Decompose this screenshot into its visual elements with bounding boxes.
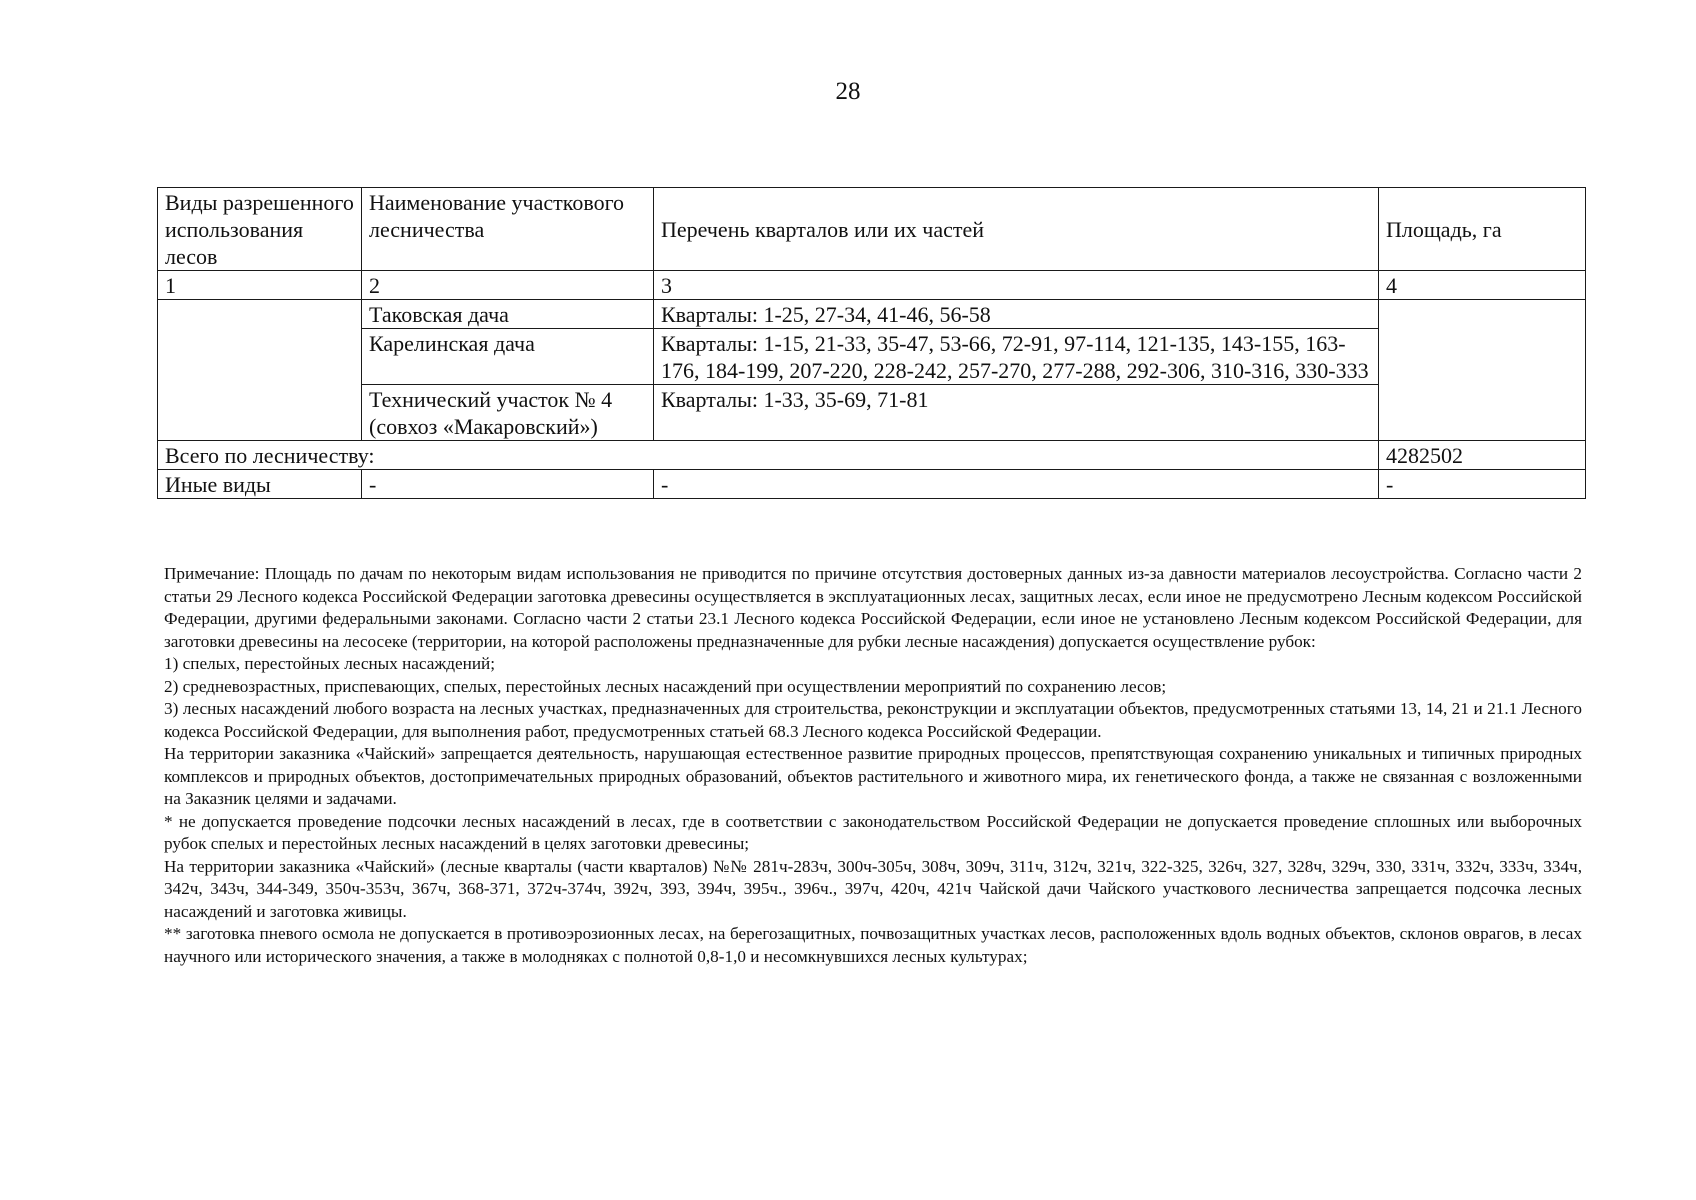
table-row	[158, 300, 1586, 329]
column-numbers-row	[158, 271, 1586, 300]
other-types-row	[158, 470, 1586, 499]
other-types-quarters: -	[654, 470, 1379, 499]
note-paragraph: 3) лесных насаждений любого возраста на лесных участках, предназначенных для строительства, реконструкции и эксплуатации объектов, предусмотренных статьями 13, 14, 21 и 21.1 Лесного кодекса Российской Федерации, для выполнения работ, предусмотренных статьей 68.3 Лесного кодекса Российской Федерации.	[164, 699, 1582, 741]
table-row	[158, 329, 1586, 385]
page-number: 28	[835, 78, 861, 105]
column-number: 1	[158, 271, 362, 300]
header-quarters-list: Перечень кварталов или их частей	[654, 188, 1379, 271]
quarters-cell: Кварталы: 1-15, 21-33, 35-47, 53-66, 72-91, 97-114, 121-135, 143-155, 163-176, 184-199, 207-220, 228-242, 257-270, 277-288, 292-306, 310-316, 330-333	[654, 329, 1379, 385]
forestry-name-cell: Карелинская дача	[362, 329, 654, 385]
note-paragraph: На территории заказника «Чайский» запрещается деятельность, нарушающая естественное развитие природных процессов, препятствующая сохранению уникальных и типичных природных комплексов и природных объектов, достопримечательных природных образований, объектов растительного и животного мира, их генетического фонда, а также не связанная с возложенными на Заказник целями и задачами.	[164, 744, 1582, 808]
forestry-name-cell: Технический участок № 4 (совхоз «Макаровский»)	[362, 385, 654, 441]
quarters-cell: Кварталы: 1-25, 27-34, 41-46, 56-58	[654, 300, 1379, 329]
column-number: 4	[1379, 271, 1586, 300]
total-row	[158, 441, 1586, 470]
note-paragraph: ** заготовка пневого осмола не допускается в противоэрозионных лесах, на берегозащитных, почвозащитных участках лесов, расположенных вдоль водных объектов, склонов оврагов, в лесах научного или исторического значения, а также в молодняках с полнотой 0,8-1,0 и несомкнувшихся лесных культурах;	[164, 924, 1582, 966]
quarters-cell: Кварталы: 1-33, 35-69, 71-81	[654, 385, 1379, 441]
note-paragraph: 2) средневозрастных, приспевающих, спелых, перестойных лесных насаждений при осуществлении мероприятий по сохранению лесов;	[164, 676, 1167, 696]
note-paragraph: На территории заказника «Чайский» (лесные кварталы (части кварталов) №№ 281ч-283ч, 300ч-305ч, 308ч, 309ч, 311ч, 312ч, 321ч, 322-325, 326ч, 327, 328ч, 329ч, 330, 331ч, 332ч, 333ч, 334ч, 342ч, 343ч, 344-349, 350ч-353ч, 367ч, 368-371, 372ч-374ч, 392ч, 393, 394ч, 395ч., 396ч., 397ч, 420ч, 421ч Чайской дачи Чайского участкового лесничества запрещается подсочка лесных насаждений и заготовка живицы.	[164, 856, 1582, 921]
usage-type-cell	[158, 300, 362, 441]
total-area: 4282502	[1379, 441, 1586, 470]
table-row	[158, 385, 1586, 441]
area-cell	[1379, 300, 1586, 441]
forestry-name-cell: Таковская дача	[362, 300, 654, 329]
column-number: 2	[362, 271, 654, 300]
notes-section	[164, 563, 1582, 968]
header-area: Площадь, га	[1379, 188, 1586, 271]
header-usage-types: Виды разрешенного использования лесов	[158, 188, 362, 271]
header-forestry-name: Наименование участкового лесничества	[362, 188, 654, 271]
other-types-name: -	[362, 470, 654, 499]
note-paragraph: 1) спелых, перестойных лесных насаждений;	[164, 654, 496, 673]
other-types-label: Иные виды	[158, 470, 362, 499]
other-types-area: -	[1379, 470, 1586, 499]
forest-quarters-table	[157, 187, 1586, 499]
note-paragraph: * не допускается проведение подсочки лесных насаждений в лесах, где в соответствии с законодательством Российской Федерации не допускается проведение сплошных или выборочных рубок спелых и перестойных лесных насаждений в целях заготовки древесины;	[164, 811, 1582, 853]
column-number: 3	[654, 271, 1379, 300]
total-label: Всего по лесничеству:	[158, 441, 1379, 470]
table-header-row	[158, 188, 1586, 271]
note-paragraph: Примечание: Площадь по дачам по некоторым видам использования не приводится по причине отсутствия достоверных данных из-за давности материалов лесоустройства. Согласно части 2 статьи 29 Лесного кодекса Российской Федерации заготовка древесины осуществляется в эксплуатационных лесах, защитных лесах, если иное не предусмотрено Лесным кодексом Российской Федерации, другими федеральными законами. Согласно части 2 статьи 23.1 Лесного кодекса Российской Федерации, если иное не установлено Лесным кодексом Российской Федерации, для заготовки древесины на лесосеке (территории, на которой расположены предназначенные для рубки лесные насаждения) допускается осуществление рубок:	[164, 564, 1582, 651]
